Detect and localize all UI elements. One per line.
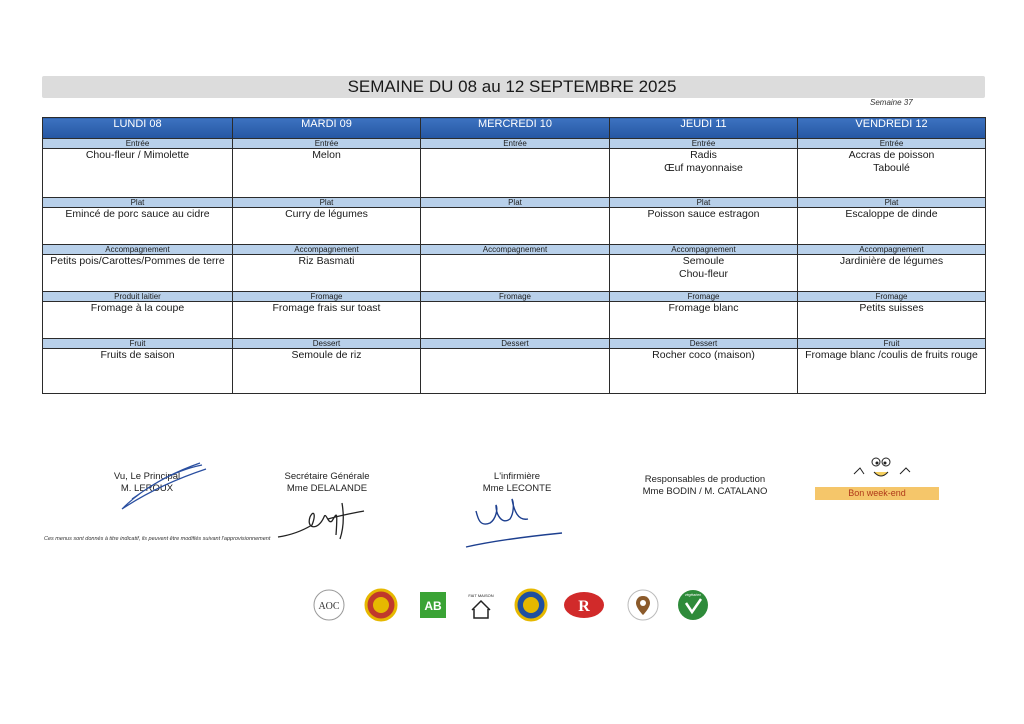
category-label: Accompagnement: [233, 245, 421, 255]
category-label: Dessert: [610, 339, 798, 349]
signature-secretaire: [272, 471, 382, 495]
menu-item: Poisson sauce estragon: [610, 208, 798, 245]
day-header-row: [43, 118, 986, 139]
signature-role: Secrétaire Générale: [284, 471, 370, 482]
category-label: Plat: [610, 198, 798, 208]
menu-row: [43, 302, 986, 339]
category-label: Plat: [43, 198, 233, 208]
menu-row: [43, 349, 986, 394]
signature-production: [630, 474, 780, 498]
aop-icon: [364, 588, 398, 622]
category-label: Fromage: [233, 292, 421, 302]
menu-item: Escaloppe de dinde: [798, 208, 986, 245]
produit-local-icon: [626, 588, 660, 622]
category-label: Entrée: [233, 139, 421, 149]
category-label: Accompagnement: [421, 245, 610, 255]
menu-item: Semoule Chou-fleur: [610, 255, 798, 292]
category-label: Accompagnement: [798, 245, 986, 255]
day-header: MARDI 09: [233, 118, 421, 139]
fait-maison-icon: [464, 588, 498, 622]
category-row: [43, 198, 986, 208]
menu-item: Radis Œuf mayonnaise: [610, 149, 798, 198]
category-label: Fromage: [421, 292, 610, 302]
signature-role: Vu, Le Principal: [113, 471, 181, 482]
category-label: Accompagnement: [43, 245, 233, 255]
vegetarien-icon: [676, 588, 710, 622]
igp-icon: [514, 588, 548, 622]
category-label: Produit laitier: [43, 292, 233, 302]
menu-item: Fromage blanc: [610, 302, 798, 339]
menu-item: Emincé de porc sauce au cidre: [43, 208, 233, 245]
page-title: SEMAINE DU 08 au 12 SEPTEMBRE 2025: [347, 77, 677, 96]
category-label: Entrée: [610, 139, 798, 149]
menu-row: [43, 149, 986, 198]
category-label: Plat: [421, 198, 610, 208]
signature-name: Mme BODIN / M. CATALANO: [642, 486, 768, 497]
vegetarien-text: végétarien: [684, 593, 702, 597]
quality-labels: [312, 588, 712, 632]
menu-item: [421, 349, 610, 394]
menu-item: Fromage blanc /coulis de fruits rouge: [798, 349, 986, 394]
menu-item: Petits suisses: [798, 302, 986, 339]
day-header: MERCREDI 10: [421, 118, 610, 139]
menu-item: [421, 149, 610, 198]
category-row: [43, 292, 986, 302]
signature-name: M. LEROUX: [120, 483, 174, 494]
day-header: LUNDI 08: [43, 118, 233, 139]
menu-item: [421, 255, 610, 292]
category-label: Dessert: [233, 339, 421, 349]
menu-item: Semoule de riz: [233, 349, 421, 394]
signature-name: Mme LECONTE: [482, 483, 552, 494]
smiley-icon: [850, 454, 914, 484]
label-rouge-text: R: [578, 598, 590, 615]
aoc-icon: [312, 588, 346, 622]
category-label: Accompagnement: [610, 245, 798, 255]
category-row: [43, 139, 986, 149]
disclaimer-text: Ces menus sont donnés à titre indicatif, ils peuvent être modifiés suivant l'approvisionnement: [44, 536, 271, 542]
weekend-badge: Bon week-end: [815, 487, 939, 500]
menu-item: Jardinière de légumes: [798, 255, 986, 292]
menu-item: Melon: [233, 149, 421, 198]
signature-principal: [92, 471, 202, 495]
menu-item: Curry de légumes: [233, 208, 421, 245]
handwritten-signature: [462, 489, 572, 549]
week-number: Semaine 37: [870, 98, 913, 107]
signature-name: Mme DELALANDE: [286, 483, 368, 494]
fait-maison-text: FAIT MAISON: [468, 593, 494, 598]
menu-item: Chou-fleur / Mimolette: [43, 149, 233, 198]
handwritten-signature: [102, 459, 212, 519]
menu-row: [43, 255, 986, 292]
menu-item: [421, 302, 610, 339]
menu-item: Petits pois/Carottes/Pommes de terre: [43, 255, 233, 292]
day-header: JEUDI 11: [610, 118, 798, 139]
category-row: [43, 339, 986, 349]
menu-item: Fromage à la coupe: [43, 302, 233, 339]
menu-item: Rocher coco (maison): [610, 349, 798, 394]
ab-text: AB: [424, 599, 442, 613]
category-label: Fromage: [610, 292, 798, 302]
category-label: Fruit: [43, 339, 233, 349]
day-header: VENDREDI 12: [798, 118, 986, 139]
menu-row: [43, 208, 986, 245]
category-label: Plat: [798, 198, 986, 208]
menu-table: [42, 117, 986, 394]
handwritten-signature: [272, 495, 382, 545]
category-label: Entrée: [421, 139, 610, 149]
category-label: Fromage: [798, 292, 986, 302]
menu-item: Accras de poisson Taboulé: [798, 149, 986, 198]
menu-item: [421, 208, 610, 245]
signature-role: L'infirmière: [493, 471, 541, 482]
signature-role: Responsables de production: [644, 474, 766, 485]
category-label: Plat: [233, 198, 421, 208]
aoc-text: AOC: [318, 601, 340, 612]
category-label: Fruit: [798, 339, 986, 349]
menu-item: Riz Basmati: [233, 255, 421, 292]
category-label: Entrée: [798, 139, 986, 149]
category-label: Dessert: [421, 339, 610, 349]
menu-item: Fromage frais sur toast: [233, 302, 421, 339]
signature-infirmiere: [462, 471, 572, 495]
menu-item: Fruits de saison: [43, 349, 233, 394]
category-label: Entrée: [43, 139, 233, 149]
label-rouge-icon: [562, 588, 606, 622]
agriculture-bio-icon: [416, 588, 450, 622]
category-row: [43, 245, 986, 255]
